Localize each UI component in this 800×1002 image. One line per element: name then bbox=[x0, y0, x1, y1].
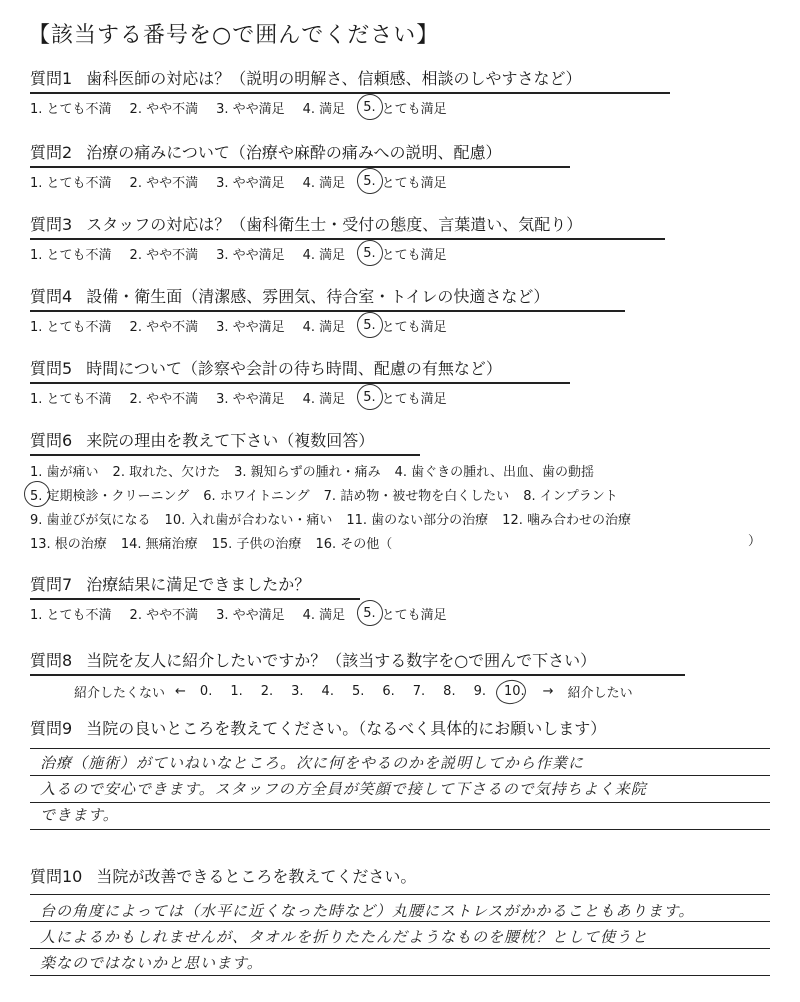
answer-option[interactable]: 2. やや不満 bbox=[129, 392, 199, 407]
question-4 bbox=[30, 284, 770, 335]
left-label: 紹介したくない bbox=[74, 686, 166, 701]
option-row bbox=[30, 485, 770, 504]
scale-number[interactable] bbox=[443, 684, 455, 699]
question-line bbox=[30, 356, 570, 384]
question-line bbox=[30, 140, 570, 168]
question-number: 質問5 bbox=[30, 359, 73, 378]
answer-option-selected[interactable] bbox=[363, 388, 446, 407]
answer-option-selected[interactable] bbox=[363, 172, 446, 191]
scale-number[interactable] bbox=[474, 684, 486, 699]
reason-option[interactable]: 8. インプラント bbox=[523, 489, 618, 504]
question-number: 質問6 bbox=[30, 431, 73, 450]
reason-option[interactable]: 9. 歯並びが気になる bbox=[30, 513, 151, 528]
answer-option[interactable]: 3. やや満足 bbox=[216, 176, 285, 191]
question-6 bbox=[30, 428, 770, 552]
handwritten-answer-line: 楽なのではないかと思います。 bbox=[40, 954, 263, 972]
answer-option[interactable]: 1. とても不満 bbox=[30, 176, 112, 191]
answer-option[interactable]: 1. とても不満 bbox=[30, 320, 112, 335]
scale-number-text: 6. bbox=[382, 684, 395, 699]
answer-option[interactable]: 1. とても不満 bbox=[30, 102, 112, 117]
reason-option[interactable]: 3. 親知らずの腫れ・痛み bbox=[234, 465, 381, 480]
scale-number-text: 8. bbox=[443, 684, 456, 699]
answer-option[interactable]: 1. とても不満 bbox=[30, 608, 112, 623]
option-label: とても満足 bbox=[381, 608, 447, 623]
option-number: 5. bbox=[363, 246, 376, 261]
question-9 bbox=[30, 716, 770, 739]
option-number: 5. bbox=[363, 390, 376, 405]
reason-option[interactable]: 14. 無痛治療 bbox=[120, 537, 198, 552]
question-number: 質問10 bbox=[30, 867, 83, 886]
question-line bbox=[30, 428, 420, 456]
reason-option[interactable]: 10. 入れ歯が合わない・痛い bbox=[164, 513, 333, 528]
reason-option[interactable]: 16. その他（ bbox=[315, 537, 393, 552]
answer-option[interactable]: 3. やや満足 bbox=[216, 248, 285, 263]
right-arrow-icon: → bbox=[542, 684, 554, 699]
reason-option[interactable]: 11. 歯のない部分の治療 bbox=[346, 513, 489, 528]
answer-option[interactable]: 2. やや不満 bbox=[129, 176, 199, 191]
scale-number-text: 2. bbox=[260, 684, 274, 699]
question-text: 当院の良いところを教えてください。（なるべく具体的にお願いします） bbox=[86, 719, 607, 738]
question-line bbox=[30, 284, 625, 312]
option-row bbox=[30, 533, 770, 552]
answer-options bbox=[30, 604, 770, 623]
selection-circle bbox=[356, 238, 385, 267]
question-number: 質問7 bbox=[30, 575, 73, 594]
question-text: 治療の痛みについて（治療や麻酔の痛みへの説明、配慮） bbox=[86, 143, 502, 162]
question-line bbox=[30, 572, 360, 600]
reason-option[interactable]: 13. 根の治療 bbox=[30, 537, 107, 552]
question-number: 質問8 bbox=[30, 651, 73, 670]
question-line bbox=[30, 212, 665, 240]
answer-option[interactable]: 3. やや満足 bbox=[216, 608, 285, 623]
question-line bbox=[30, 648, 685, 676]
question-text: スタッフの対応は？（歯科衛生士・受付の態度、言葉遣い、気配り） bbox=[86, 215, 583, 234]
question-text: 来院の理由を教えて下さい（複数回答） bbox=[86, 431, 375, 450]
answer-option[interactable]: 3. やや満足 bbox=[216, 392, 285, 407]
option-label: とても満足 bbox=[381, 176, 447, 191]
scale-number-text: 0. bbox=[199, 684, 213, 699]
selection-circle bbox=[494, 678, 527, 706]
answer-option-selected[interactable] bbox=[363, 244, 446, 263]
question-number: 質問4 bbox=[30, 287, 73, 306]
reason-option[interactable]: 4. 歯ぐきの腫れ、出血、歯の動揺 bbox=[394, 465, 594, 480]
option-number: 5. bbox=[363, 174, 376, 189]
scale-number[interactable] bbox=[200, 684, 212, 699]
option-row bbox=[30, 509, 770, 528]
scale-number-text: 1. bbox=[230, 684, 243, 699]
answer-option[interactable]: 4. 満足 bbox=[302, 320, 346, 335]
question-2 bbox=[30, 140, 770, 191]
answer-options bbox=[30, 316, 770, 335]
reason-option[interactable]: 7. 詰め物・被せ物を白くしたい bbox=[323, 489, 510, 504]
question-text: 時間について（診察や会計の待ち時間、配慮の有無など） bbox=[86, 359, 502, 378]
question-7 bbox=[30, 572, 770, 623]
handwritten-answer-line: 入るので安心できます。スタッフの方全員が笑顔で接して下さるので気持ちよく来院 bbox=[40, 780, 647, 798]
answer-option-selected[interactable] bbox=[363, 316, 446, 335]
scale-number[interactable] bbox=[382, 684, 394, 699]
selection-circle bbox=[356, 166, 385, 195]
question-line bbox=[30, 66, 670, 94]
question-number: 質問9 bbox=[30, 719, 73, 738]
option-label: とても満足 bbox=[381, 320, 447, 335]
question-number: 質問3 bbox=[30, 215, 73, 234]
answer-option[interactable]: 3. やや満足 bbox=[216, 320, 285, 335]
right-label: 紹介したい bbox=[567, 686, 633, 701]
question-5 bbox=[30, 356, 770, 407]
question-number: 質問2 bbox=[30, 143, 73, 162]
option-label: とても満足 bbox=[381, 248, 447, 263]
handwritten-answer-line: 治療（施術）がていねいなところ。次に何をやるのかを説明してから作業に bbox=[40, 754, 585, 772]
question-text: 当院を友人に紹介したいですか？（該当する数字を○で囲んで下さい） bbox=[86, 651, 597, 670]
scale-number-text: 5. bbox=[351, 684, 365, 699]
reason-option[interactable]: 12. 噛み合わせの治療 bbox=[502, 513, 631, 528]
answer-option[interactable]: 3. やや満足 bbox=[216, 102, 285, 117]
answer-option[interactable]: 2. やや不満 bbox=[129, 248, 199, 263]
selection-circle bbox=[356, 92, 385, 121]
answer-option[interactable]: 4. 満足 bbox=[302, 248, 346, 263]
question-3 bbox=[30, 212, 770, 263]
option-number: 5. bbox=[363, 606, 376, 621]
question-number: 質問1 bbox=[30, 69, 73, 88]
reason-option[interactable]: 6. ホワイトニング bbox=[203, 489, 310, 504]
answer-options bbox=[30, 388, 770, 407]
answer-option[interactable]: 4. 満足 bbox=[302, 176, 346, 191]
question-text: 設備・衛生面（清潔感、雰囲気、待合室・トイレの快適さなど） bbox=[86, 287, 550, 306]
answer-option[interactable]: 1. とても不満 bbox=[30, 248, 112, 263]
scale-number[interactable] bbox=[230, 684, 242, 699]
answer-option[interactable]: 2. やや不満 bbox=[129, 102, 199, 117]
answer-options bbox=[30, 244, 770, 263]
scale-number[interactable] bbox=[261, 684, 273, 699]
answer-option-selected[interactable] bbox=[363, 604, 446, 623]
scale-number[interactable] bbox=[291, 684, 303, 699]
selection-circle bbox=[356, 598, 385, 627]
selection-circle bbox=[356, 382, 385, 411]
option-label: とても満足 bbox=[381, 102, 447, 117]
question-1 bbox=[30, 66, 770, 117]
scale-number[interactable] bbox=[413, 684, 425, 699]
question-8 bbox=[30, 648, 770, 701]
answer-options bbox=[30, 98, 770, 117]
option-row bbox=[30, 461, 770, 480]
reason-option-selected[interactable]: 5. 定期検診・クリーニング bbox=[30, 489, 190, 504]
scale-number-text: 3. bbox=[291, 684, 304, 699]
reason-option[interactable]: 2. 取れた、欠けた bbox=[112, 465, 221, 480]
scale-number-text: 7. bbox=[412, 684, 426, 699]
answer-option[interactable]: 4. 満足 bbox=[302, 392, 346, 407]
question-text: 歯科医師の対応は？（説明の明解さ、信頼感、相談のしやすさなど） bbox=[86, 69, 582, 88]
option-wrapper bbox=[30, 485, 203, 504]
page-title: 【該当する番号を○で囲んでください】 bbox=[28, 23, 440, 48]
answer-option[interactable]: 4. 満足 bbox=[302, 608, 346, 623]
scale-number-selected[interactable] bbox=[504, 684, 525, 699]
reason-option[interactable]: 15. 子供の治療 bbox=[211, 537, 302, 552]
scale-number[interactable] bbox=[352, 684, 364, 699]
answer-option[interactable]: 2. やや不満 bbox=[129, 608, 199, 623]
q6-options bbox=[30, 461, 770, 552]
reason-option[interactable]: 1. 歯が痛い bbox=[30, 465, 99, 480]
answer-option[interactable]: 4. 満足 bbox=[302, 102, 346, 117]
question-text: 治療結果に満足できましたか？ bbox=[86, 575, 311, 594]
selection-circle bbox=[356, 310, 385, 339]
scale-number-text: 4. bbox=[321, 684, 334, 699]
handwritten-answer-line: 台の角度によっては（水平に近くなった時など）丸腰にストレスがかかることもあります。 bbox=[40, 902, 695, 920]
left-arrow-icon: ← bbox=[175, 684, 186, 699]
answer-option-selected[interactable] bbox=[363, 98, 446, 117]
answer-option[interactable]: 2. やや不満 bbox=[129, 320, 199, 335]
scale-number-text: 10. bbox=[503, 684, 525, 699]
answer-option[interactable]: 1. とても不満 bbox=[30, 392, 112, 407]
scale-number-text: 9. bbox=[473, 684, 486, 699]
question-text: 当院が改善できるところを教えてください。 bbox=[96, 867, 417, 886]
close-paren: ） bbox=[748, 534, 762, 549]
scale-number[interactable] bbox=[322, 684, 334, 699]
handwritten-answer-line: 人によるかもしれませんが、タオルを折りたたんだようなものを腰枕？として使うと bbox=[40, 928, 649, 946]
question-10 bbox=[30, 864, 770, 887]
option-label: とても満足 bbox=[381, 392, 447, 407]
answer-options bbox=[30, 172, 770, 191]
handwritten-answer-line: できます。 bbox=[40, 806, 119, 824]
option-number: 5. bbox=[363, 318, 376, 333]
option-number: 5. bbox=[363, 100, 376, 115]
recommend-scale bbox=[74, 682, 770, 701]
